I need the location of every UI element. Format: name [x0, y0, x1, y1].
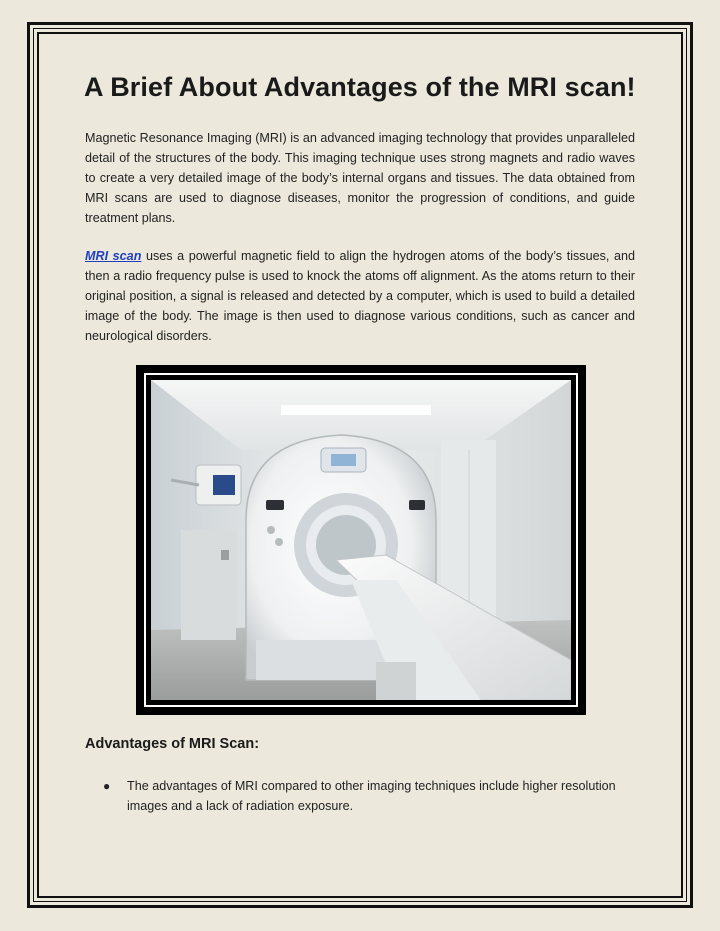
mri-machine-image-frame [136, 365, 586, 715]
advantage-text: The advantages of MRI compared to other imaging techniques include higher resolution images and a lack of radiation exposure. [127, 779, 616, 813]
advantages-list [85, 776, 645, 816]
page-title: A Brief About Advantages of the MRI scan! [84, 72, 636, 102]
bullet-icon: ● [103, 779, 111, 793]
intro-paragraph: Magnetic Resonance Imaging (MRI) is an advanced imaging technology that provides unparalleled detail of the structures of the body. This imaging technique uses strong magnets and radio waves to create a very detailed image of the body’s internal organs and tissues. The data obtained from MRI scans are used to diagnose diseases, monitor the progression of conditions, and guide treatment plans. [85, 131, 635, 225]
mri-scan-paragraph-text: uses a powerful magnetic field to align the hydrogen atoms of the body’s tissues, and then a radio frequency pulse is used to knock the atoms off alignment. As the atoms return to their original position, a signal is released and detected by a computer, which is used to build a detailed image of the body. The image is then used to diagnose various conditions, such as cancer and neurological disorders. [85, 249, 635, 343]
mri-machine-photo [151, 380, 571, 700]
mri-scan-link[interactable]: MRI scan [85, 249, 142, 263]
list-item [85, 776, 645, 816]
mri-scan-paragraph [85, 246, 635, 346]
advantages-heading: Advantages of MRI Scan: [85, 736, 260, 752]
